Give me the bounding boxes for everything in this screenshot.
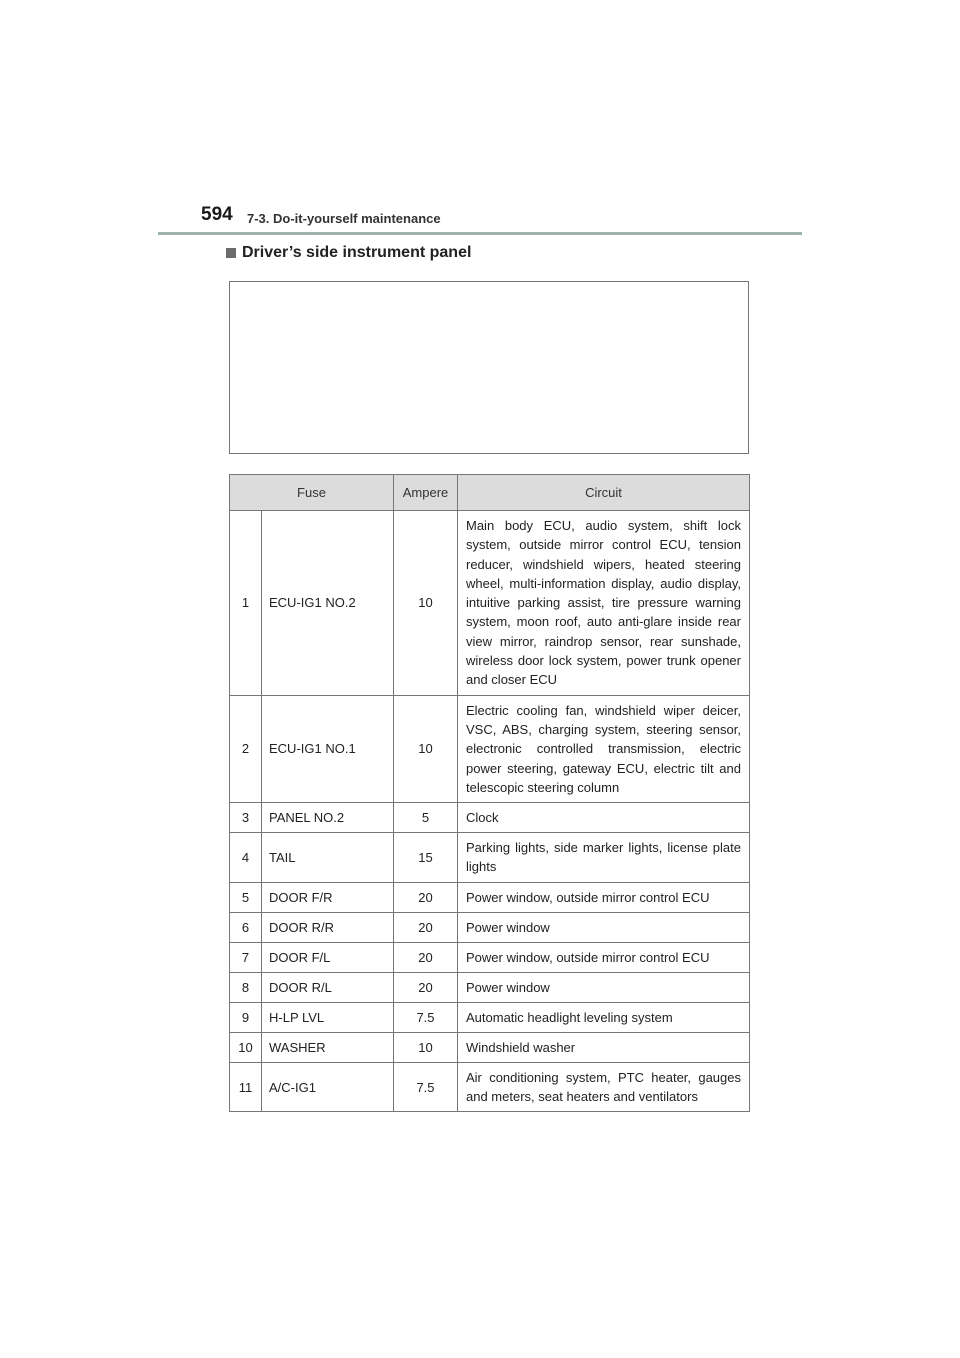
header-fuse: Fuse (230, 475, 394, 511)
table-row (230, 1002, 750, 1032)
fuse-circuit: Air conditioning system, PTC heater, gauges and meters, seat heaters and ventilators (458, 1062, 750, 1112)
fuse-circuit: Electric cooling fan, windshield wiper deicer, VSC, ABS, charging system, steering sensor, electronic controlled transmission, electric power steering, gateway ECU, electric tilt and telescopic steering column (458, 695, 750, 802)
fuse-name: DOOR R/R (262, 912, 394, 942)
fuse-number: 6 (230, 912, 262, 942)
table-row (230, 833, 750, 883)
fuse-circuit: Power window (458, 972, 750, 1002)
fuse-number: 11 (230, 1062, 262, 1112)
section-title: 7-3. Do-it-yourself maintenance (247, 211, 441, 226)
fuse-circuit: Power window, outside mirror control ECU (458, 882, 750, 912)
fuse-number: 9 (230, 1002, 262, 1032)
header-divider (158, 232, 802, 235)
table-row (230, 511, 750, 696)
fuse-circuit: Automatic headlight leveling system (458, 1002, 750, 1032)
fuse-number: 7 (230, 942, 262, 972)
fuse-name: PANEL NO.2 (262, 803, 394, 833)
fuse-ampere: 7.5 (394, 1062, 458, 1112)
square-bullet-icon (226, 248, 236, 258)
fuse-ampere: 10 (394, 511, 458, 696)
fuse-circuit: Windshield washer (458, 1032, 750, 1062)
fuse-name: DOOR F/R (262, 882, 394, 912)
table-row (230, 803, 750, 833)
fuse-circuit: Power window (458, 912, 750, 942)
fuse-name: WASHER (262, 1032, 394, 1062)
fuse-ampere: 20 (394, 942, 458, 972)
subheading-text: Driver’s side instrument panel (242, 244, 472, 261)
fuse-name: DOOR R/L (262, 972, 394, 1002)
fuse-number: 1 (230, 511, 262, 696)
fuse-name: TAIL (262, 833, 394, 883)
header-circuit: Circuit (458, 475, 750, 511)
table-row (230, 1062, 750, 1112)
fuse-number: 8 (230, 972, 262, 1002)
fuse-number: 10 (230, 1032, 262, 1062)
fuse-circuit: Clock (458, 803, 750, 833)
table-row (230, 942, 750, 972)
table-row (230, 972, 750, 1002)
fuse-ampere: 7.5 (394, 1002, 458, 1032)
page-number: 594 (201, 204, 233, 225)
fuse-name: ECU-IG1 NO.2 (262, 511, 394, 696)
table-row (230, 882, 750, 912)
fuse-name: A/C-IG1 (262, 1062, 394, 1112)
fuse-ampere: 15 (394, 833, 458, 883)
fuse-name: H-LP LVL (262, 1002, 394, 1032)
fuse-circuit: Parking lights, side marker lights, license plate lights (458, 833, 750, 883)
fuse-name: DOOR F/L (262, 942, 394, 972)
fuse-ampere: 20 (394, 912, 458, 942)
fuse-box-figure (229, 281, 749, 454)
fuse-name: ECU-IG1 NO.1 (262, 695, 394, 802)
fuse-number: 4 (230, 833, 262, 883)
fuse-ampere: 20 (394, 972, 458, 1002)
table-row (230, 695, 750, 802)
table-row (230, 912, 750, 942)
fuse-ampere: 20 (394, 882, 458, 912)
table-header-row (230, 475, 750, 511)
subheading (226, 244, 471, 262)
fuse-number: 3 (230, 803, 262, 833)
table-row (230, 1032, 750, 1062)
fuse-ampere: 10 (394, 695, 458, 802)
fuse-circuit: Power window, outside mirror control ECU (458, 942, 750, 972)
fuse-table (229, 474, 750, 1112)
header-ampere: Ampere (394, 475, 458, 511)
fuse-ampere: 5 (394, 803, 458, 833)
fuse-number: 2 (230, 695, 262, 802)
fuse-number: 5 (230, 882, 262, 912)
fuse-ampere: 10 (394, 1032, 458, 1062)
fuse-circuit: Main body ECU, audio system, shift lock system, outside mirror control ECU, tension reducer, windshield wipers, heated steering wheel, multi-information display, audio display, intuitive parking assist, tire pressure warning system, moon roof, auto anti-glare inside rear view mirror, raindrop sensor, rear sunshade, wireless door lock system, power trunk opener and closer ECU (458, 511, 750, 696)
